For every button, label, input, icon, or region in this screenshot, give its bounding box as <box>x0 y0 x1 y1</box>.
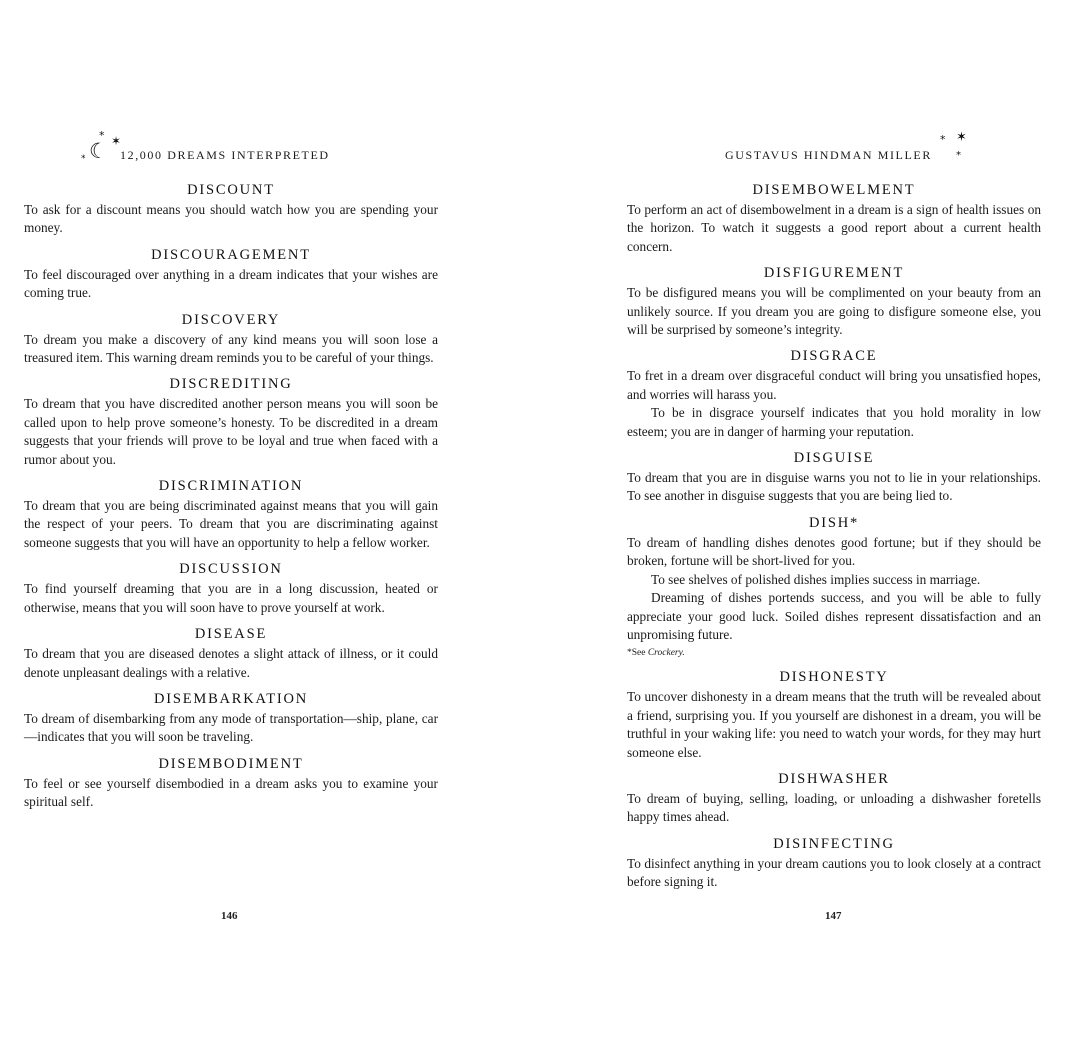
running-head: GUSTAVUS HINDMAN MILLER <box>725 148 932 162</box>
entry-title: DISCREDITING <box>169 376 293 393</box>
entry-text: To be disfigured means you will be complimented on your beauty from an unlikely source. If you dream you are going to disfigure someone else, you will be surprised by someone’s integrity. <box>627 285 1041 338</box>
entry-text: To dream of buying, selling, loading, or unloading a dishwasher foretells happy times ahead. <box>627 790 1041 825</box>
small-star-icon: * <box>81 154 86 164</box>
small-star-icon: * <box>940 133 946 146</box>
entry-text: To dream of disembarking from any mode of transportation—ship, plane, car—indicates that you will soon be traveling. <box>24 710 438 745</box>
entry-title: DISHONESTY <box>779 669 889 686</box>
entry <box>24 376 438 469</box>
entry <box>627 515 1041 660</box>
entry <box>24 478 438 552</box>
entry-text: Dreaming of dishes portends success, and you will be able to fully appreciate your good luck. Soiled dishes represent dissatisfaction and an unpromising future. <box>627 590 1041 642</box>
entry-title: DISEASE <box>194 626 268 643</box>
footnote-prefix: *See <box>627 648 648 659</box>
entry-text: To dream that you are diseased denotes a slight attack of illness, or it could denote unpleasant dealings with a relative. <box>24 646 438 680</box>
entry-text: To feel discouraged over anything in a dream indicates that your wishes are coming true. <box>24 266 438 301</box>
page-number: 147 <box>825 910 842 922</box>
entry-title: DISEMBARKATION <box>153 690 309 707</box>
entry-title: DISCOUNT <box>187 182 275 198</box>
entry-text: To find yourself dreaming that you are in a long discussion, heated or otherwise, means that you will soon have to prove yourself at work. <box>24 581 438 615</box>
page-number: 146 <box>221 910 238 922</box>
small-star-icon: * <box>956 150 961 161</box>
entry <box>627 836 1041 892</box>
entry-text: To feel or see yourself disembodied in a dream asks you to examine your spiritual self. <box>24 775 438 810</box>
entry-text: To dream you make a discovery of any kind means you will soon lose a treasured item. This warning dream reminds you to be careful of your things. <box>24 331 438 366</box>
moon-icon: ☾ <box>89 139 108 163</box>
entry-text: To dream of handling dishes denotes good fortune; but if they should be broken, fortune will be short-lived for you. <box>627 534 1041 569</box>
running-head: 12,000 DREAMS INTERPRETED <box>120 148 330 162</box>
entry <box>627 182 1041 256</box>
entry-text: To dream that you are being discriminated against means that you will gain the respect of your peers. To dream that you are discriminating against someone suggests that you will have an opportunity to help a fellow worker. <box>24 498 438 550</box>
left-entries <box>24 182 438 821</box>
entry <box>24 691 438 747</box>
entry <box>627 771 1041 827</box>
entry-title: DISH* <box>808 514 860 531</box>
entry <box>24 756 438 812</box>
entry-title: DISINFECTING <box>773 835 895 852</box>
footnote-reference: Crockery. <box>647 648 685 659</box>
entry <box>24 182 438 238</box>
small-star-icon: * <box>99 129 105 142</box>
entry-text: To uncover dishonesty in a dream means that the truth will be revealed about a friend, surprising you. If you yourself are dishonest in a dream, you will be truthful in your waking life: you need to watch your words, for they may hurt someone else. <box>627 689 1041 760</box>
entry <box>24 561 438 617</box>
right-entries <box>627 182 1041 901</box>
entry-text: To disinfect anything in your dream cautions you to look closely at a contract before signing it. <box>627 855 1041 890</box>
entry-text: To dream that you have discredited another person means you will soon be called upon to help prove someone’s honesty. To be discredited in a dream suggests that your friends will prove to be loyal and true when faced with a rumor about you. <box>24 396 438 467</box>
entry-title: DISGUISE <box>793 450 875 467</box>
entry-text: To see shelves of polished dishes implies success in marriage. <box>651 571 981 587</box>
entry-text: To perform an act of disembowelment in a dream is a sign of health issues on the horizon. To watch it suggests a good report about a current health concern. <box>627 202 1041 254</box>
entry-text: To fret in a dream over disgraceful conduct will bring you unsatisfied hopes, and worries will harass you. <box>627 368 1041 402</box>
entry-title: DISCRIMINATION <box>158 478 304 495</box>
right-page <box>540 0 1080 1047</box>
footnote <box>627 646 1041 660</box>
entry-title: DISCOURAGEMENT <box>151 246 311 263</box>
entry <box>627 265 1041 339</box>
entry-title: DISGRACE <box>790 348 878 365</box>
star-icon: ✶ <box>956 130 967 145</box>
entry-text: To ask for a discount means you should watch how you are spending your money. <box>24 202 438 236</box>
entry-text: To be in disgrace yourself indicates that you hold morality in low esteem; you are in danger of harming your reputation. <box>627 405 1041 439</box>
entry <box>24 626 438 682</box>
entry <box>24 312 438 368</box>
entry-text: To dream that you are in disguise warns you not to lie in your relationships. To see another in disguise suggests that you are being lied to. <box>627 470 1041 504</box>
entry-title: DISCOVERY <box>181 311 281 328</box>
star-icon: ✶ <box>111 134 122 148</box>
entry-title: DISCUSSION <box>179 561 283 578</box>
entry <box>627 669 1041 762</box>
entry-title: DISHWASHER <box>778 770 890 787</box>
entry-title: DISEMBOWELMENT <box>752 182 916 198</box>
entry-title: DISFIGUREMENT <box>763 265 905 282</box>
entry <box>24 247 438 303</box>
entry-title: DISEMBODIMENT <box>158 755 304 772</box>
entry <box>627 348 1041 441</box>
entry <box>627 450 1041 506</box>
